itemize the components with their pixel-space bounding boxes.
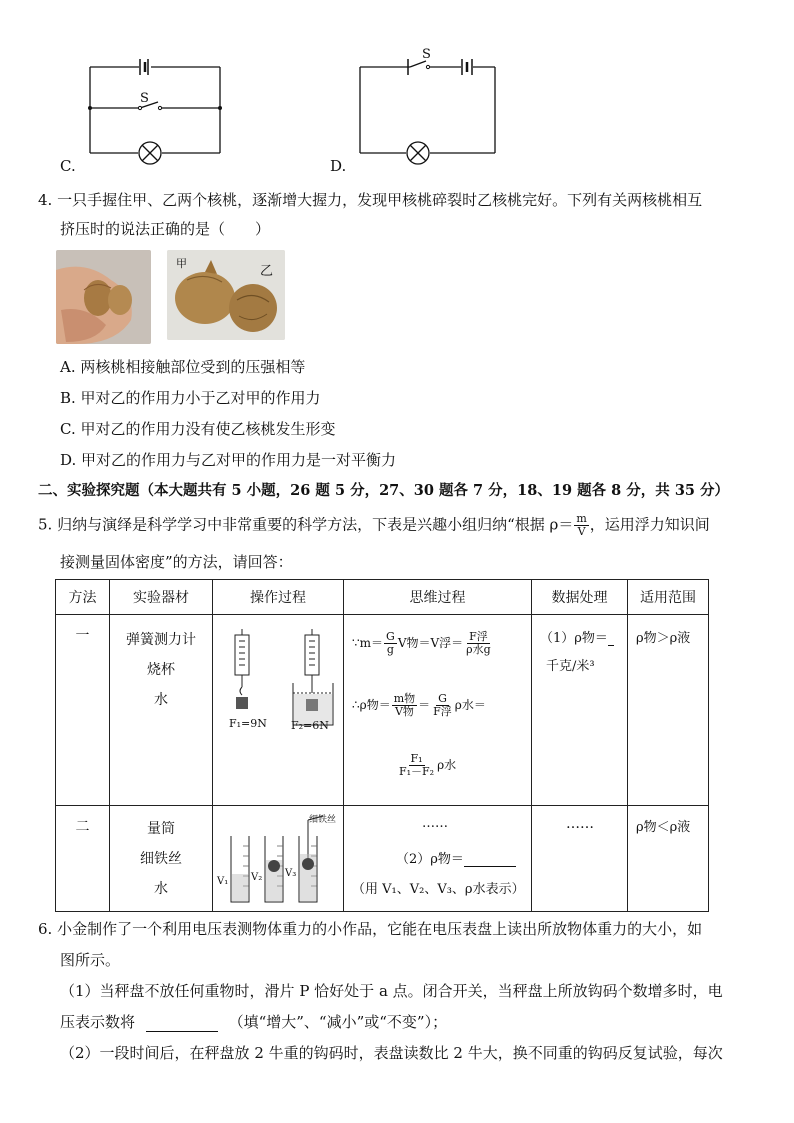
row2-hint: （用 V₁、V₂、V₃、ρ水表示） [352,882,525,897]
row2-data-dots: …… [566,816,594,832]
table-header-row [56,580,709,615]
density-answer-blank-1[interactable] [608,632,614,646]
header-reasoning: 思维过程 [344,580,532,615]
q5-stem-line1-b: ，运用浮力知识间 [589,515,710,534]
option-d-label: D. [330,157,347,175]
t1-f2-num: F浮 [469,630,488,643]
q4-option-c: C. 甲对乙的作用力没有使乙核桃发生形变 [60,420,336,438]
table-row [56,806,709,912]
q5-stem-fraction [574,513,588,538]
row1-operation [213,615,344,806]
q6-line4-b: （填“增大”、“减小”或“不变”）； [228,1013,448,1031]
row2-formula-text: （2）ρ物＝ [396,852,464,867]
t1-mid: V物＝V浮＝ [397,636,464,650]
q4-stem-line2: 挤压时的说法正确的是（ ） [60,220,271,238]
t1-f2-den: ρ水g [466,643,491,656]
row2-equipment-2: 细铁丝 [140,851,182,867]
circuit-c-diagram [60,45,240,175]
row2-range [628,806,709,912]
t2-f2-num: G [438,692,447,705]
row1-range-text: ρ物＞ρ液 [636,631,691,646]
t1-frac1 [384,631,397,656]
header-equipment: 实验器材 [110,580,213,615]
t2-frac2 [431,693,454,718]
header-range: 适用范围 [628,580,709,615]
row1-method-text: 一 [75,628,90,644]
row2-range-text: ρ物＜ρ液 [636,820,691,835]
q6-line1: 6. 小金制作了一个利用电压表测物体重力的小作品，它能在电压表盘上读出所放物体重力的大小，如 [38,920,703,938]
row1-range [628,615,709,806]
row1-data [532,615,628,806]
t2-f1-num: m物 [393,692,416,705]
header-operation: 操作过程 [213,580,344,615]
reasoning-line2 [352,693,486,718]
t1-f1-den: g [386,643,394,656]
row1-equipment-2: 烧杯 [147,662,175,678]
t2-f2-den: F浮 [433,705,452,718]
t1-prefix: ∵m＝ [352,636,384,650]
q5-frac-num: m [576,512,587,525]
hand-walnut-photo [56,250,151,344]
option-c-label: C. [60,157,76,175]
q6-line5: （2）一段时间后，在秤盘放 2 牛重的钩码时，表盘读数比 2 牛大，换不同重的钩码反复试验，每次 [60,1044,723,1062]
v2-label: V₂ [251,872,263,883]
t3-num: F₁ [410,752,423,765]
t2-f1-den: V物 [394,705,414,718]
q4-option-b: B. 甲对乙的作用力小于乙对甲的作用力 [60,389,321,407]
row1-reasoning [344,615,532,806]
row2-method-text: 二 [75,819,90,835]
graduated-cylinders-diagram [217,814,341,906]
density-answer-blank-2[interactable] [464,851,516,867]
t2-suffix: ρ水＝ [454,698,486,712]
q4-option-d: D. 甲对乙的作用力与乙对甲的作用力是一对平衡力 [60,451,397,469]
v1-label: V₁ [217,876,229,887]
q5-stem-line2: 接测量固体密度”的方法，请回答： [60,553,293,571]
row2-reasoning [344,806,532,912]
t3-suffix: ρ水 [437,758,457,772]
f1-label: F₁=9N [229,717,267,730]
walnut-label-jia: 甲 [176,257,187,270]
v3-label: V₃ [285,868,297,879]
wire-label: 细铁丝 [309,815,337,825]
t3-den: F₁－F₂ [399,765,435,778]
circuit-d-diagram [330,45,510,175]
row2-equipment-3: 水 [154,881,168,897]
row2-dots: …… [422,816,448,831]
reasoning-line3 [396,753,456,778]
row1-data-line1 [540,627,614,646]
table-row [56,615,709,806]
row2-operation [213,806,344,912]
circuit-c-switch-label: S [140,91,149,106]
q4-stem-line1: 4. 一只手握住甲、乙两个核桃，逐渐增大握力，发现甲核桃碎裂时乙核桃完好。下列有关两核桃相互 [38,191,703,209]
t2-frac1 [392,693,417,718]
q6-line3: （1）当秤盘不放任何重物时，滑片 P 恰好处于 a 点。闭合开关，当秤盘上所放钩码个数增多时，电 [60,982,723,1000]
q6-line2: 图所示。 [60,951,121,969]
f2-label: F₂=6N [291,719,329,732]
header-data: 数据处理 [532,580,628,615]
t2-prefix: ∴ρ物＝ [352,698,391,712]
circuit-d-switch-label: S [422,47,431,62]
q5-stem-line1 [38,513,710,538]
row1-method [56,615,110,806]
q5-stem-line1-a: 5. 归纳与演绎是科学学习中非常重要的科学方法，下表是兴趣小组归纳“根据 ρ＝ [38,515,574,534]
row2-equipment [110,806,213,912]
row2-equipment-1: 量筒 [147,821,175,837]
q6-line4 [60,1012,447,1032]
row1-equipment-1: 弹簧测力计 [126,632,196,648]
q4-option-a: A. 两核桃相接触部位受到的压强相等 [60,358,306,376]
row1-data-a: （1）ρ物＝ [540,631,608,646]
header-method: 方法 [56,580,110,615]
row2-formula [396,848,516,867]
row1-equipment [110,615,213,806]
q5-methods-table [55,579,709,912]
section2-title: 二、实验探究题（本大题共有 5 小题，26 题 5 分，27、30 题各 7 分，18、19 题各 8 分，共 35 分） [38,482,730,499]
t2-eq: ＝ [418,698,431,712]
t1-frac2 [464,631,493,656]
row2-data [532,806,628,912]
q6-line4-a: 压表示数将 [60,1013,136,1031]
t3-frac [397,753,436,778]
row1-data-unit: 千克/米³ [546,659,595,674]
walnut-label-yi: 乙 [260,264,274,279]
row2-method [56,806,110,912]
reasoning-line1 [352,631,494,656]
row1-equipment-3: 水 [154,692,168,708]
t1-f1-num: G [386,630,395,643]
voltage-answer-blank[interactable] [146,1015,218,1032]
q5-frac-den: V [577,525,586,538]
